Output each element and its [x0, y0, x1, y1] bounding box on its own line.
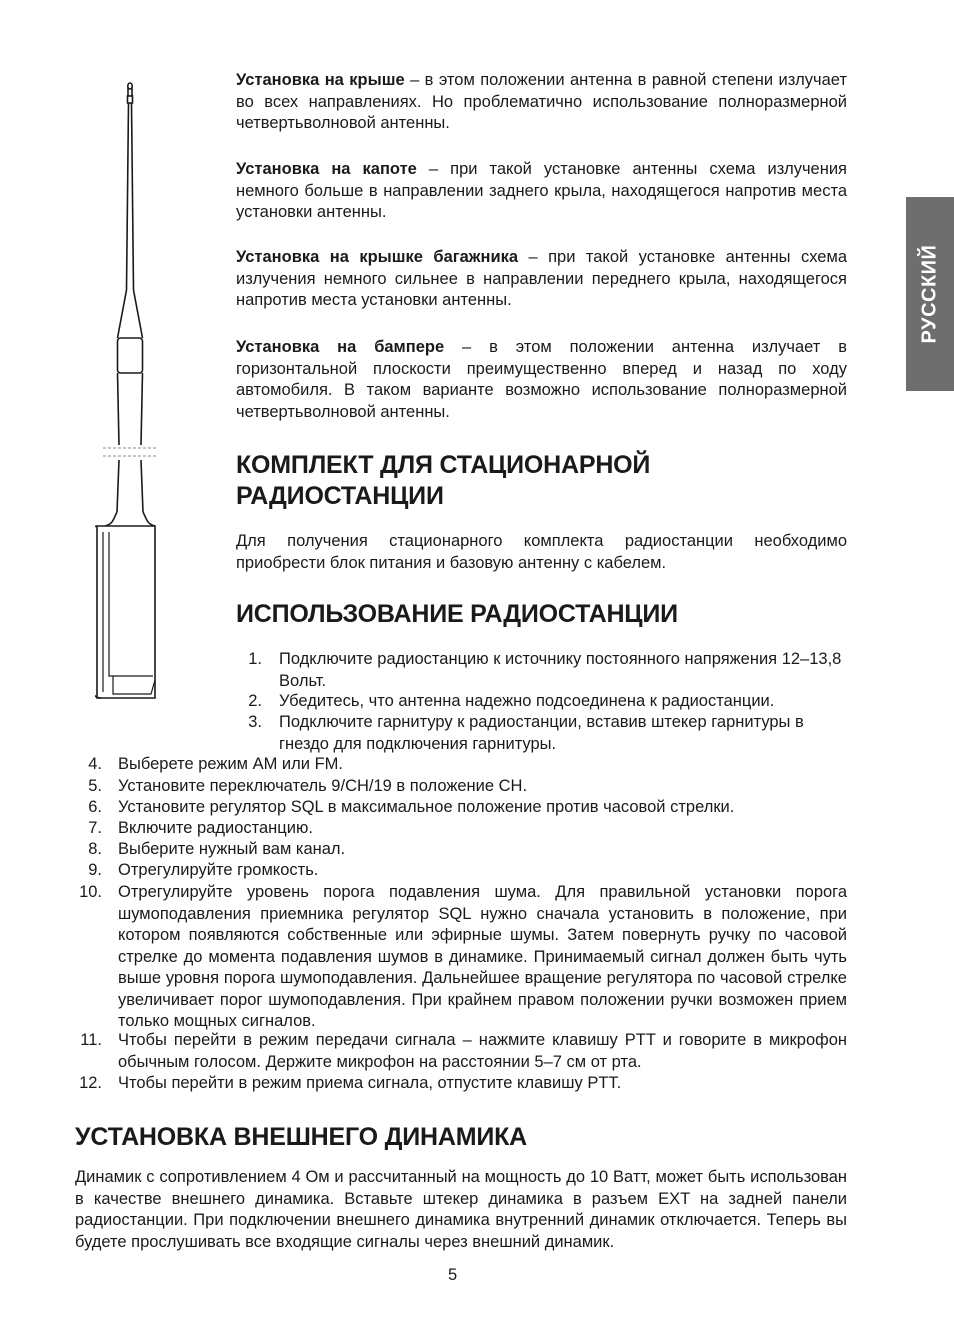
- bumper-mount-text: – в этом положении антенна излучает в горизонтальной плоскости преимущественно вперед и назад по ходу автомобиля. В таком варианте возможно использование полноразмерной четвертьволновой антенны.: [236, 338, 847, 421]
- page-number: 5: [448, 1266, 458, 1284]
- trunk-mount-text: – при такой установке антенны схема излучения немного сильнее в направлении переднего крыла, находящегося напротив места установки антенны.: [236, 248, 847, 309]
- speaker-heading: УСТАНОВКА ВНЕШНЕГО ДИНАМИКА: [75, 1123, 528, 1151]
- base-kit-heading: КОМПЛЕКТ ДЛЯ СТАЦИОНАРНОЙ РАДИОСТАНЦИИ: [236, 451, 651, 510]
- language-tab-label: РУССКИЙ: [918, 244, 941, 344]
- hood-mount-paragraph: [236, 159, 847, 224]
- trunk-mount-title: Установка на крышке багажника: [236, 248, 519, 266]
- roof-mount-paragraph: [236, 70, 847, 135]
- hood-mount-title: Установка на капоте: [236, 160, 417, 178]
- hood-mount-text: – при такой установке антенны схема излучения немного больше в направлении заднего крыла, находящегося напротив места установки антенны.: [236, 160, 847, 221]
- bumper-mount-paragraph: [236, 337, 847, 423]
- bumper-mount-title: Установка на бампере: [236, 338, 445, 356]
- speaker-text: Динамик с сопротивлением 4 Ом и рассчитанный на мощность до 10 Ватт, может быть использован в качестве внешнего динамика. Вставьте штекер динамика в разъем EXT на задней панели радиостанции. При подключении внешнего динамика внутренний динамик отключается. Теперь вы будете прослушивать все входящие сигналы через внешний динамик.: [75, 1168, 847, 1251]
- trunk-mount-paragraph: [236, 247, 847, 312]
- base-kit-text: Для получения стационарного комплекта радиостанции необходимо приобрести блок питания и базовую антенну с кабелем.: [236, 532, 847, 572]
- usage-heading: ИСПОЛЬЗОВАНИЕ РАДИОСТАНЦИИ: [236, 600, 678, 628]
- roof-mount-text: – в этом положении антенна в равной степени излучает во всех направлениях. Но проблематично использование полноразмерной четвертьволновой антенны.: [236, 71, 847, 132]
- antenna-illustration: [95, 80, 165, 705]
- roof-mount-title: Установка на крыше: [236, 71, 405, 89]
- language-tab: [906, 197, 954, 391]
